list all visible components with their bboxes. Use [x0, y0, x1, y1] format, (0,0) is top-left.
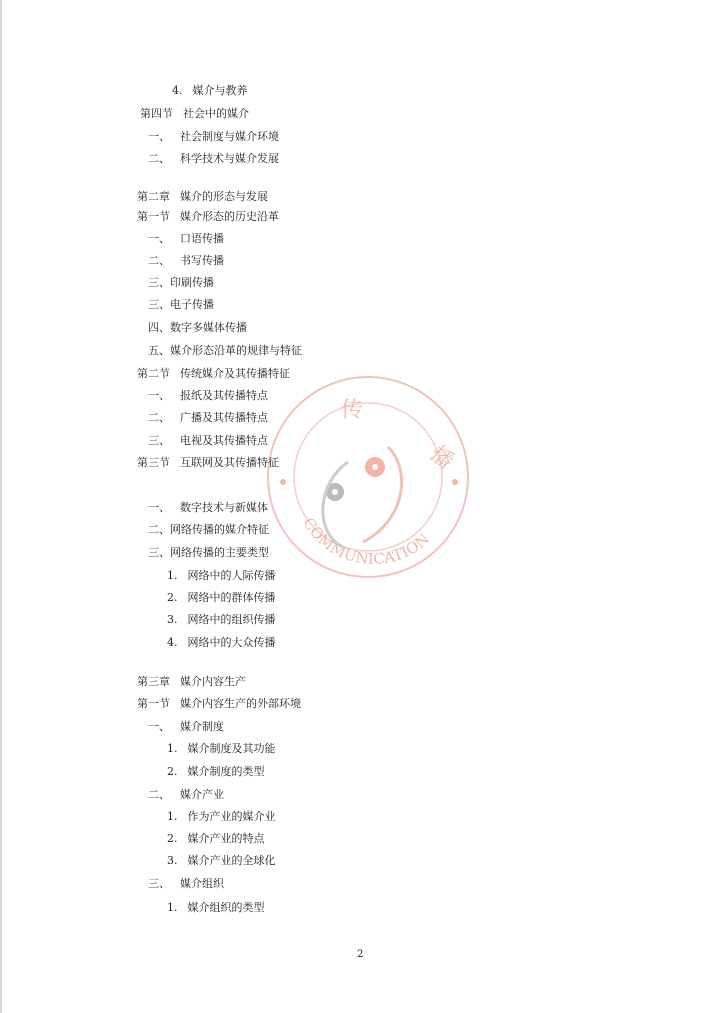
toc-title: 数字多媒体传播: [170, 321, 247, 334]
toc-number: 第二节: [137, 367, 170, 380]
svg-text:COMMUNICATION: COMMUNICATION: [299, 514, 434, 569]
toc-title: 印刷传播: [170, 276, 214, 289]
toc-title: 网络中的人际传播: [187, 569, 276, 582]
toc-number: 二、: [148, 152, 170, 165]
toc-number: 二、: [148, 523, 170, 536]
toc-title: 社会制度与媒介环境: [180, 130, 279, 143]
toc-title: 媒介产业的全球化: [187, 854, 276, 867]
toc-subentry: [167, 742, 276, 756]
watermark-seal: [263, 372, 473, 582]
toc-title: 作为产业的媒介业: [187, 810, 276, 823]
toc-number: 4.: [172, 84, 183, 97]
toc-number: 2.: [167, 591, 178, 604]
toc-title: 电子传播: [170, 298, 214, 311]
toc-title: 数字技术与新媒体: [180, 501, 268, 514]
toc-number: 三、: [148, 298, 170, 311]
toc-entry: [148, 389, 268, 403]
page-number: 2: [357, 949, 364, 960]
toc-subentry: [167, 613, 276, 627]
toc-title: 电视及其传播特点: [180, 434, 268, 447]
toc-title: 互联网及其传播特征: [180, 456, 279, 469]
toc-entry: [148, 344, 302, 358]
toc-subentry: [167, 901, 265, 915]
toc-title: 媒介内容生产的外部环境: [180, 697, 301, 710]
toc-subentry: [167, 832, 265, 846]
toc-title: 广播及其传播特点: [180, 411, 268, 424]
toc-chapter: [137, 675, 246, 689]
toc-subentry: [167, 854, 276, 868]
toc-number: 三、: [148, 877, 170, 890]
toc-title: 传统媒介及其传播特征: [180, 367, 290, 380]
toc-number: 2.: [167, 765, 178, 778]
toc-title: 网络传播的媒介特征: [170, 523, 269, 536]
toc-title: 网络中的大众传播: [187, 636, 276, 649]
toc-chapter: [137, 190, 268, 204]
toc-number: 第三章: [137, 675, 170, 688]
toc-entry: [148, 232, 224, 246]
toc-number: 1.: [167, 742, 178, 755]
toc-title: 媒介产业的特点: [187, 832, 265, 845]
toc-number: 4.: [167, 636, 178, 649]
toc-section: [137, 210, 279, 224]
toc-number: 一、: [148, 501, 170, 514]
toc-entry: [148, 788, 224, 802]
toc-number: 一、: [148, 232, 170, 245]
page-edge: [0, 0, 2, 1013]
toc-number: 一、: [148, 130, 170, 143]
toc-number: 2.: [167, 832, 178, 845]
svg-text:播: 播: [424, 441, 458, 475]
toc-subentry: [167, 765, 265, 779]
toc-title: 口语传播: [180, 232, 224, 245]
toc-number: 第二章: [137, 190, 170, 203]
toc-entry: [148, 152, 279, 166]
toc-entry: [148, 321, 247, 335]
toc-entry: [148, 434, 268, 448]
toc-number: 二、: [148, 254, 170, 267]
toc-number: 1.: [167, 810, 178, 823]
toc-number: 三、: [148, 546, 170, 559]
toc-title: 报纸及其传播特点: [180, 389, 268, 402]
toc-subentry: [167, 591, 276, 605]
toc-title: 网络中的组织传播: [187, 613, 276, 626]
toc-number: 二、: [148, 411, 170, 424]
toc-entry: [148, 130, 279, 144]
toc-number: 三、: [148, 276, 170, 289]
toc-title: 媒介的形态与发展: [180, 190, 268, 203]
toc-title: 社会中的媒介: [183, 107, 249, 120]
toc-number: 第一节: [137, 697, 170, 710]
toc-entry: [148, 501, 268, 515]
toc-number: 二、: [148, 788, 170, 801]
toc-number: 3.: [167, 854, 178, 867]
toc-subentry: [167, 636, 276, 650]
toc-entry: [148, 720, 224, 734]
toc-title: 媒介形态的历史沿革: [180, 210, 279, 223]
toc-entry: [148, 411, 268, 425]
toc-section: [137, 456, 279, 470]
toc-title: 书写传播: [180, 254, 224, 267]
toc-number: 1.: [167, 901, 178, 914]
toc-number: 3.: [167, 613, 178, 626]
toc-title: 科学技术与媒介发展: [180, 152, 279, 165]
toc-entry: [148, 254, 224, 268]
toc-entry: [148, 877, 224, 891]
toc-entry: [148, 546, 269, 560]
toc-number: 1.: [167, 569, 178, 582]
toc-title: 媒介与教养: [192, 84, 248, 97]
toc-section: [137, 367, 290, 381]
toc-number: 五、: [148, 344, 170, 357]
toc-section: [140, 107, 249, 121]
toc-title: 媒介制度: [180, 720, 224, 733]
toc-title: 媒介制度及其功能: [187, 742, 276, 755]
toc-number: 三、: [148, 434, 170, 447]
toc-entry: [148, 276, 214, 290]
toc-number: 第三节: [137, 456, 170, 469]
svg-text:传: 传: [341, 398, 364, 423]
toc-number: 一、: [148, 720, 170, 733]
toc-number: 第一节: [137, 210, 170, 223]
toc-title: 媒介制度的类型: [187, 765, 265, 778]
toc-title: 媒介组织的类型: [187, 901, 265, 914]
toc-number: 第四节: [140, 107, 173, 120]
toc-entry: [148, 298, 214, 312]
toc-number: 四、: [148, 321, 170, 334]
toc-section: [137, 697, 301, 711]
toc-title: 媒介形态沿革的规律与特征: [170, 344, 302, 357]
toc-entry: [172, 84, 248, 98]
toc-title: 媒介产业: [180, 788, 224, 801]
toc-subentry: [167, 810, 276, 824]
toc-title: 网络传播的主要类型: [170, 546, 269, 559]
toc-title: 网络中的群体传播: [187, 591, 276, 604]
toc-subentry: [167, 569, 276, 583]
toc-title: 媒介组织: [180, 877, 224, 890]
toc-entry: [148, 523, 269, 537]
toc-number: 一、: [148, 389, 170, 402]
toc-title: 媒介内容生产: [180, 675, 246, 688]
